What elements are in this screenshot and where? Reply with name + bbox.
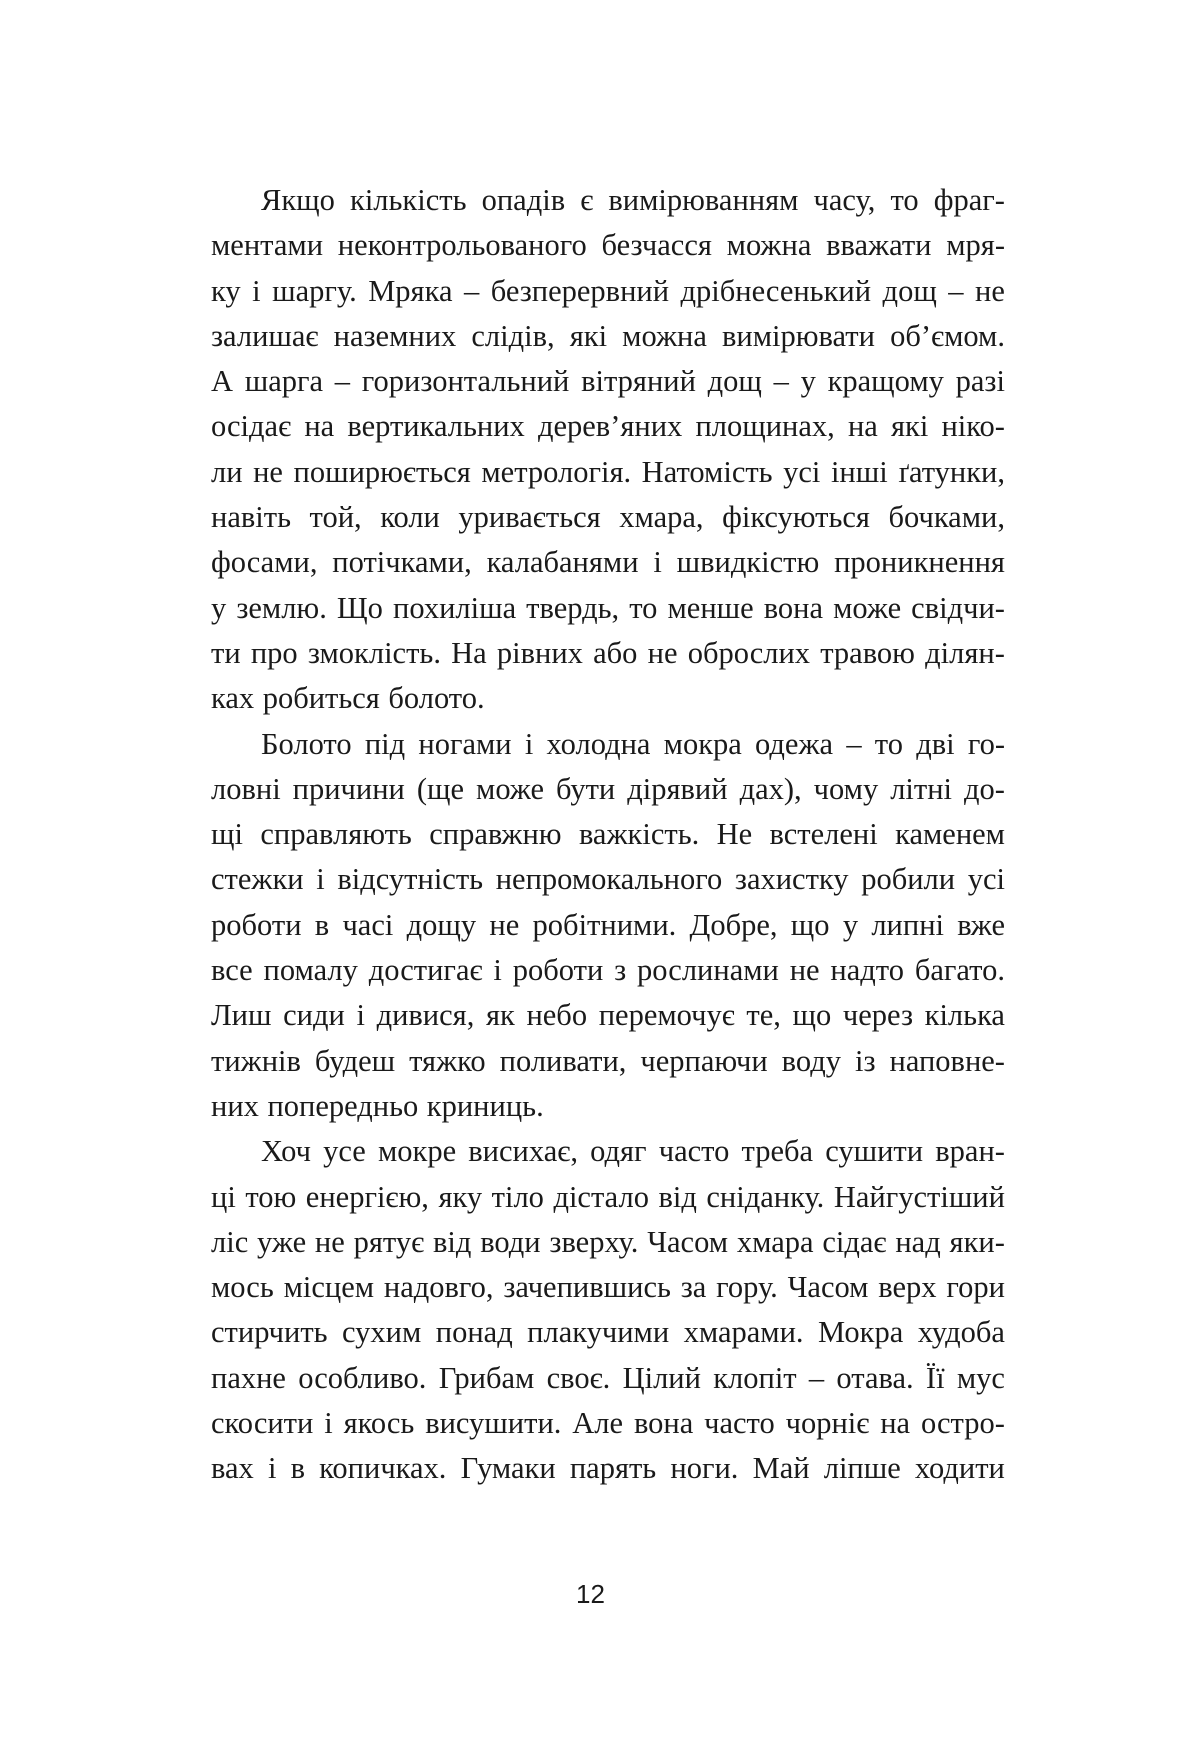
word: можна [622, 318, 707, 353]
word: наповне- [889, 1043, 1005, 1078]
word: ногами [418, 726, 512, 761]
word: одяг [590, 1134, 647, 1169]
word: вважати [826, 228, 932, 263]
word: вимірювати [722, 318, 875, 353]
word: надто [830, 953, 904, 988]
word: місцем [283, 1270, 375, 1305]
word: яки- [949, 1224, 1005, 1259]
word: на [880, 1406, 911, 1441]
word: кількість [350, 183, 467, 217]
text-line [211, 586, 1005, 631]
word: поширюється [293, 454, 471, 489]
word: Що [336, 590, 383, 625]
word: вітряний [581, 364, 696, 399]
word: сідає [822, 1224, 887, 1259]
text-line [211, 948, 1005, 993]
word: холодна [546, 726, 651, 761]
word: на [304, 409, 335, 444]
word: безперервний [490, 273, 670, 308]
word: го- [967, 726, 1005, 761]
word: дощ [707, 364, 762, 399]
word: рятує [353, 1224, 425, 1259]
word: метрологія. [481, 454, 632, 489]
word: бути [556, 771, 616, 806]
word: не [489, 907, 520, 942]
word: часі [342, 907, 394, 942]
word: і [252, 273, 261, 308]
word: захистку [734, 862, 849, 897]
word: тою [245, 1179, 297, 1214]
text-line [211, 269, 1005, 314]
word: Добре, [689, 907, 778, 942]
text-line [211, 676, 1005, 721]
word: криниць. [426, 1088, 544, 1123]
word: ніко- [941, 409, 1005, 444]
word: Болото [261, 726, 352, 761]
word: на [847, 409, 878, 444]
word: поливати, [499, 1043, 627, 1078]
word: і [316, 862, 325, 897]
text-line [211, 1175, 1005, 1220]
word: фосами, [211, 545, 318, 580]
word: або [593, 635, 638, 670]
word: опадів [481, 183, 566, 217]
word: часто [658, 1134, 730, 1169]
word: сушити [825, 1134, 924, 1169]
word: сухим [342, 1315, 422, 1350]
word: менше [667, 590, 754, 625]
word: і [524, 726, 534, 761]
word: осідає [211, 409, 292, 444]
text-line [211, 993, 1005, 1038]
word: якось [343, 1406, 415, 1441]
word: вах [211, 1451, 254, 1486]
word: клопіт [713, 1360, 797, 1395]
word: воду [781, 1043, 842, 1078]
word: від [432, 1224, 472, 1259]
word: робітними. [532, 907, 677, 942]
word: – [948, 273, 964, 308]
word: до- [964, 771, 1005, 806]
word: проникнення [834, 545, 1005, 580]
word: помалу [263, 953, 358, 988]
word: як [485, 998, 515, 1033]
page-number: 12 [576, 1579, 605, 1609]
word: вона [763, 590, 824, 625]
word: непромокального [495, 862, 723, 897]
word: у [842, 907, 859, 942]
word: що [790, 907, 830, 942]
word: справляють [260, 817, 412, 852]
word: пахне [211, 1360, 286, 1395]
word: худоба [917, 1315, 1005, 1350]
word: площинах, [695, 409, 835, 444]
word: Грибам [438, 1360, 535, 1395]
word: не [789, 953, 820, 988]
word: усе [323, 1134, 366, 1169]
word: Лиш [211, 998, 272, 1033]
word: встелені [769, 817, 878, 852]
text-line [211, 857, 1005, 902]
word: в [314, 907, 330, 942]
word: води [480, 1224, 541, 1259]
word: бочками, [888, 500, 1005, 535]
text-line [211, 1220, 1005, 1265]
word: хмарами. [683, 1315, 804, 1350]
word: роботи [211, 907, 302, 942]
word: із [855, 1043, 876, 1078]
word: фраг- [933, 183, 1005, 217]
word: відсутність [337, 862, 484, 897]
word: дрібнесенький [680, 273, 872, 308]
word: достигає [368, 953, 483, 988]
word: Хоч [261, 1134, 311, 1169]
word: робиться [262, 681, 380, 716]
word: дві [916, 726, 955, 761]
word: ходити [914, 1451, 1005, 1486]
word: мокре [377, 1134, 457, 1169]
word: (ще [416, 771, 465, 806]
word: кілька [924, 998, 1005, 1033]
word: про [250, 635, 298, 670]
text-line [211, 1129, 1005, 1174]
word: одежа [755, 726, 834, 761]
word: Але [572, 1406, 624, 1441]
text-line [211, 631, 1005, 676]
word: мокра [663, 726, 742, 761]
word: На [451, 635, 487, 670]
word: Її [925, 1360, 945, 1395]
word: дірявий [627, 771, 728, 806]
word: то [890, 183, 919, 217]
word: роботи [512, 953, 604, 988]
word: хмара [736, 1224, 814, 1259]
word: стежки [211, 862, 304, 897]
word: – [773, 364, 789, 399]
body-text [211, 178, 1005, 1492]
word: з [614, 953, 627, 988]
text-line [211, 495, 1005, 540]
word: – [463, 273, 480, 308]
word: навіть [211, 500, 291, 535]
text-line [211, 1310, 1005, 1355]
word: те, [746, 998, 781, 1033]
word: Натомість [641, 454, 773, 489]
word: і [324, 1406, 333, 1441]
word: висушити. [425, 1406, 562, 1441]
word: сніданку. [706, 1179, 825, 1214]
word: неконтрольованого [337, 228, 587, 263]
word: шаргу. [272, 273, 357, 308]
word: гори [946, 1270, 1005, 1305]
word: разі [955, 364, 1005, 399]
word: липні [871, 907, 944, 942]
word: робили [861, 862, 956, 897]
text-line [211, 404, 1005, 449]
word: гору. [716, 1270, 778, 1305]
text-line [211, 314, 1005, 359]
word: ти [211, 635, 241, 670]
word: Гумаки [460, 1451, 556, 1486]
word: потічками, [332, 545, 472, 580]
word: небо [526, 998, 588, 1033]
text-line [211, 722, 1005, 767]
word: твердь, [526, 590, 620, 625]
word: понад [435, 1315, 513, 1350]
word: усі [783, 454, 821, 489]
word: своє. [546, 1360, 611, 1395]
word: Найгустіший [833, 1179, 1005, 1214]
word: – [334, 364, 351, 399]
word: той, [309, 500, 362, 535]
word: під [364, 726, 406, 761]
word: і [356, 998, 365, 1033]
word: надовго, [383, 1270, 494, 1305]
word: інші [830, 454, 888, 489]
word: дах), [739, 771, 802, 806]
word: і [653, 545, 662, 580]
word: все [211, 953, 253, 988]
word: треба [741, 1134, 814, 1169]
word: кращому [827, 364, 944, 399]
word: Мряка [368, 273, 453, 308]
text-line [211, 359, 1005, 404]
text-line [211, 178, 1005, 223]
word: Май [752, 1451, 810, 1486]
word: дощу [406, 907, 477, 942]
word: вимірюванням [608, 183, 799, 217]
word: будеш [314, 1043, 396, 1078]
word: ці [211, 1179, 236, 1214]
word: фіксуються [722, 500, 870, 535]
word: отава. [836, 1360, 914, 1395]
word: багато. [914, 953, 1005, 988]
word: причини [292, 771, 405, 806]
word: дерев’яних [537, 409, 683, 444]
word: попередньо [267, 1088, 419, 1123]
text-line [211, 1265, 1005, 1310]
word: не [253, 454, 283, 489]
word: енергією, [305, 1179, 429, 1214]
word: ловні [211, 771, 281, 806]
text-line [211, 1356, 1005, 1401]
word: слідів, [471, 318, 555, 353]
text-line [211, 1446, 1005, 1491]
word: болото. [388, 681, 485, 716]
text-line [211, 903, 1005, 948]
word: може [833, 590, 902, 625]
word: над [895, 1224, 941, 1259]
word: літні [890, 771, 953, 806]
word: мря- [946, 228, 1005, 263]
word: каменем [895, 817, 1005, 852]
word: рівних [496, 635, 583, 670]
word: усі [967, 862, 1005, 897]
word: хмара, [619, 500, 704, 535]
word: за [680, 1270, 707, 1305]
word: оброслих [687, 635, 811, 670]
word: у [800, 364, 816, 399]
word: не [314, 1224, 345, 1259]
word: коли [380, 500, 440, 535]
word: тижнів [211, 1043, 301, 1078]
word: парять [569, 1451, 657, 1486]
word: і [267, 1451, 277, 1486]
word: дощ [882, 273, 937, 308]
word: черпаючи [640, 1043, 768, 1078]
word: які [569, 318, 608, 353]
word: скосити [211, 1406, 314, 1441]
word: вже [957, 907, 1005, 942]
word: в [290, 1451, 305, 1486]
word: у [211, 590, 227, 625]
word: ноги. [670, 1451, 739, 1486]
word: мус [956, 1360, 1005, 1395]
word: змоклість. [307, 635, 441, 670]
word: що [792, 998, 832, 1033]
word: є [580, 183, 594, 217]
word: які [890, 409, 929, 444]
word: похиліша [393, 590, 517, 625]
text-line [211, 1039, 1005, 1084]
word: дивися, [376, 998, 475, 1033]
word: Часом [647, 1224, 729, 1259]
word: ку [211, 273, 241, 308]
word: свідчи- [911, 590, 1005, 625]
word: часто [704, 1406, 775, 1441]
word: Не [716, 817, 753, 852]
word: можна [726, 228, 812, 263]
word: – [846, 726, 862, 761]
word: копичках. [319, 1451, 447, 1486]
word: чому [813, 771, 879, 806]
word: важкість. [578, 817, 700, 852]
word: ґатунки, [898, 454, 1005, 489]
word: ли [211, 454, 243, 489]
word: від [658, 1179, 697, 1214]
word: Мокра [818, 1315, 904, 1350]
word: і [493, 953, 502, 988]
text-line [211, 223, 1005, 268]
word: ліпше [823, 1451, 901, 1486]
word: ділян- [925, 635, 1005, 670]
word: вертикальних [347, 409, 525, 444]
word: ментами [211, 228, 324, 263]
word: то [629, 590, 658, 625]
word: не [647, 635, 678, 670]
word: швидкістю [676, 545, 820, 580]
text-line [211, 540, 1005, 585]
word: уже [257, 1224, 307, 1259]
word: особливо. [298, 1360, 427, 1395]
word: наземних [333, 318, 457, 353]
word: них [211, 1088, 259, 1123]
text-line [211, 450, 1005, 495]
word: плакучими [527, 1315, 670, 1350]
word: калабанями [486, 545, 639, 580]
word: горизонтальний [361, 364, 570, 399]
word: перемочує [598, 998, 735, 1033]
word: Часом [787, 1270, 869, 1305]
word: рослинами [637, 953, 779, 988]
word: Цілий [622, 1360, 701, 1395]
word: шарга [244, 364, 324, 399]
word: може [476, 771, 545, 806]
text-line [211, 812, 1005, 857]
word: щі [211, 817, 243, 852]
word: верх [878, 1270, 937, 1305]
word: зверху. [549, 1224, 639, 1259]
word: справжню [429, 817, 562, 852]
word: не [975, 273, 1005, 308]
word: висихає, [468, 1134, 578, 1169]
word: то [874, 726, 903, 761]
word: чорніє [785, 1406, 870, 1441]
word: вран- [935, 1134, 1005, 1169]
word: через [842, 998, 914, 1033]
word: дістало [553, 1179, 649, 1214]
word: мось [211, 1270, 274, 1305]
word: залишає [211, 318, 319, 353]
word: уривається [458, 500, 601, 535]
word: А [211, 364, 234, 399]
word: сиди [283, 998, 345, 1033]
text-line [211, 1401, 1005, 1446]
text-line [211, 767, 1005, 812]
word: ліс [211, 1224, 249, 1259]
word: тіло [491, 1179, 544, 1214]
word: вона [633, 1406, 694, 1441]
word: ках [211, 681, 255, 716]
word: об’ємом. [890, 318, 1005, 353]
word: зачепившись [503, 1270, 671, 1305]
word: – [808, 1360, 825, 1395]
word: остро- [920, 1406, 1005, 1441]
word: стирчить [211, 1315, 328, 1350]
word: часу, [813, 183, 876, 217]
text-line [211, 1084, 1005, 1129]
word: тяжко [409, 1043, 486, 1078]
word: Якщо [261, 183, 335, 217]
word: травою [820, 635, 915, 670]
word: яку [438, 1179, 483, 1214]
word: безчасся [601, 228, 712, 263]
word: землю. [236, 590, 327, 625]
